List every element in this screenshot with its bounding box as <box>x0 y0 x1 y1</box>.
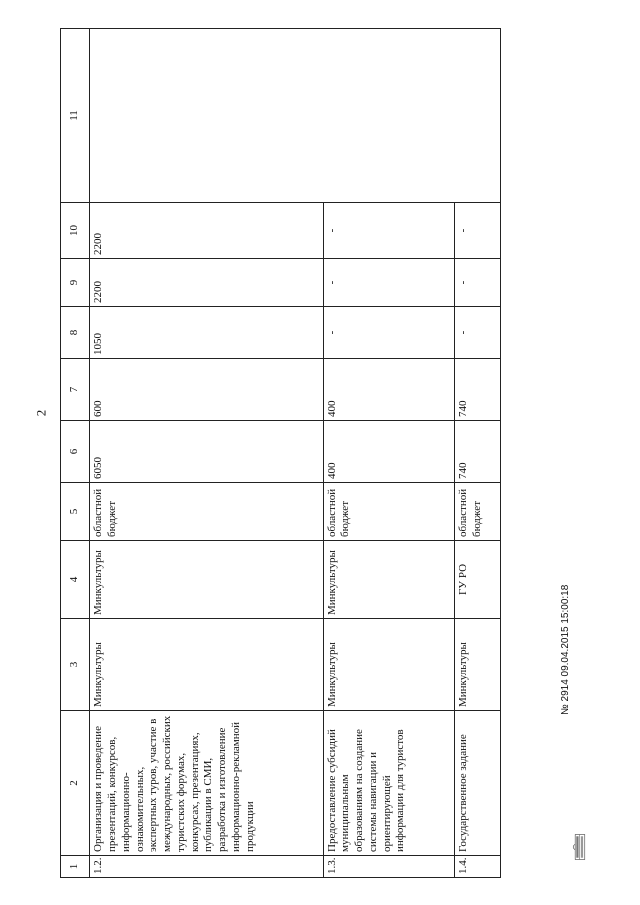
header-cell: 11 <box>61 29 90 203</box>
year-value: 2200 <box>90 259 323 307</box>
table-row <box>90 29 323 878</box>
activity-name: Организация и проведение презентаций, конкурсов, информационно-ознакомительных, экспертных туров, участие в международных, российских туристских форумах, конкурсах, презентациях, публикации в СМИ, разработка и изготовление информационно-рекламной продукции <box>90 711 323 856</box>
participant: ГУ РО <box>455 541 501 619</box>
year-value: - <box>323 259 455 307</box>
header-cell: 6 <box>61 421 90 483</box>
executor: Минкультуры <box>455 619 501 711</box>
header-cell: 1 <box>61 856 90 878</box>
program-table <box>60 28 501 878</box>
year-value: - <box>455 203 501 259</box>
header-cell: 5 <box>61 483 90 541</box>
header-cell: 8 <box>61 307 90 359</box>
header-cell: 4 <box>61 541 90 619</box>
total-value: 6050 <box>90 421 323 483</box>
notes <box>90 29 501 203</box>
rotated-table <box>60 28 501 878</box>
year-value: - <box>455 259 501 307</box>
executor: Минкультуры <box>323 619 455 711</box>
row-number: 1.2. <box>90 856 323 878</box>
year-value: 2200 <box>90 203 323 259</box>
participant: Минкультуры <box>323 541 455 619</box>
funding-source: областной бюджет <box>323 483 455 541</box>
executor: Минкультуры <box>90 619 323 711</box>
year-value: - <box>323 203 455 259</box>
page-number: 2 <box>33 409 49 417</box>
header-cell: 7 <box>61 359 90 421</box>
year-value: - <box>455 307 501 359</box>
funding-source: областной бюджет <box>90 483 323 541</box>
activity-name: Государственное задание <box>455 711 501 856</box>
year-value: - <box>323 307 455 359</box>
header-cell: 3 <box>61 619 90 711</box>
header-cell: 9 <box>61 259 90 307</box>
year-value: 740 <box>455 359 501 421</box>
header-row <box>61 29 90 878</box>
funding-source: областной бюджет <box>455 483 501 541</box>
row-number: 1.4. <box>455 856 501 878</box>
total-value: 400 <box>323 421 455 483</box>
row-number: 1.3. <box>323 856 455 878</box>
header-cell: 10 <box>61 203 90 259</box>
header-cell: 2 <box>61 711 90 856</box>
year-value: 1050 <box>90 307 323 359</box>
registration-stamp-icon <box>555 834 601 860</box>
participant: Минкультуры <box>90 541 323 619</box>
registration-footer: № 2914 09.04.2015 15:00:18 <box>560 584 571 715</box>
year-value: 400 <box>323 359 455 421</box>
total-value: 740 <box>455 421 501 483</box>
activity-name: Предоставление субсидий муниципальным образованиям на создание системы навигации и ориентирующей информации для туристов <box>323 711 455 856</box>
year-value: 600 <box>90 359 323 421</box>
